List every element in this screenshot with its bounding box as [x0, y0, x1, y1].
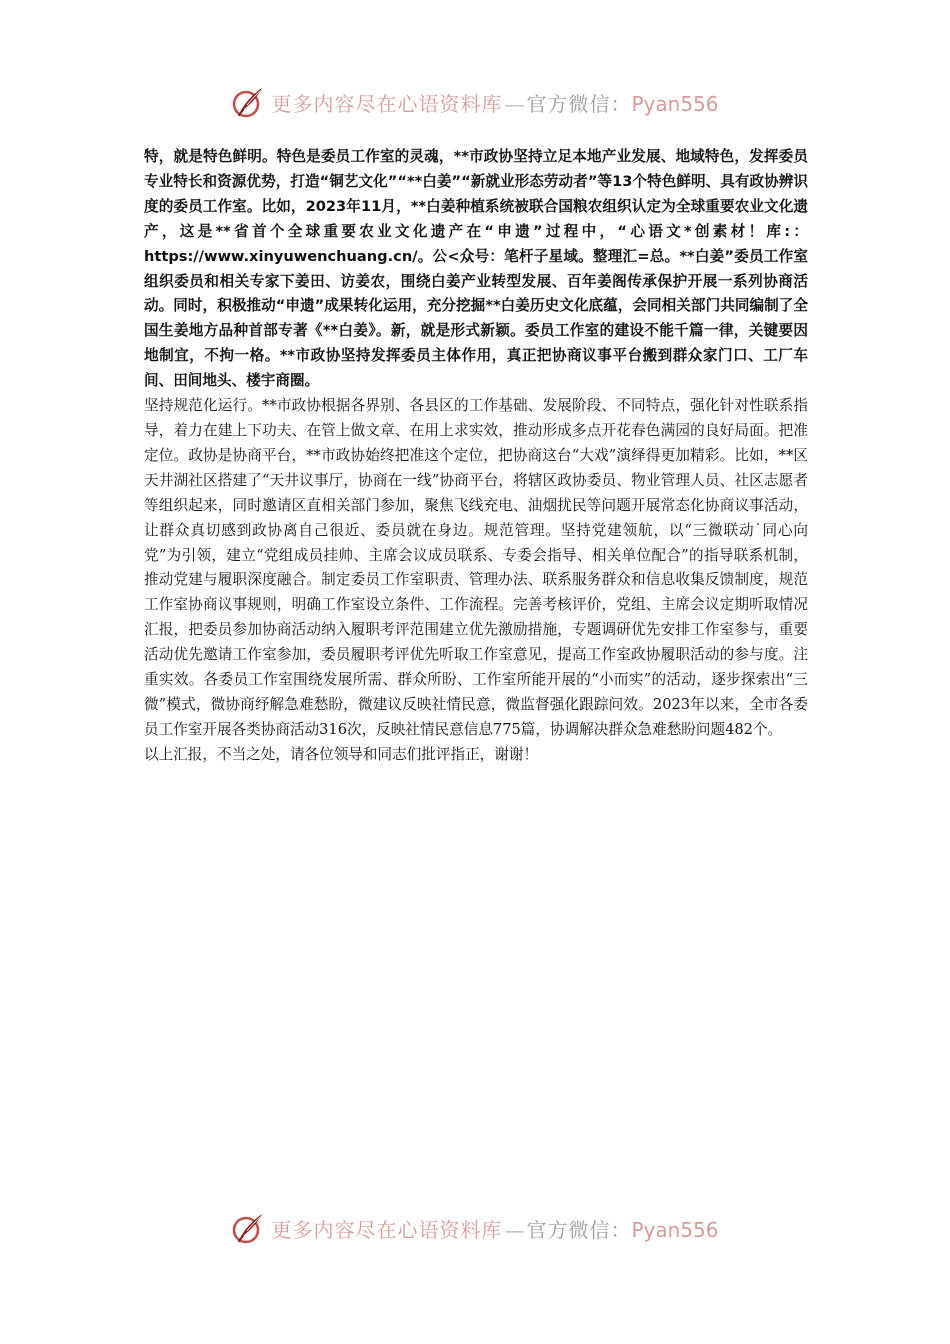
paragraph-feature-innovation: 特，就是特色鲜明。特色是委员工作室的灵魂，**市政协坚持立足本地产业发展、地域特色，发挥委员专业特长和资源优势，打造“铜艺文化”“**白姜”“新就业形态劳动者”等13个特色鲜明、具有政协辨识度的委员工作室。比如，2023年11月，**白姜种植系统被联合国粮农组织认定为全球重要农业文化遗产，这是**省首个全球重要农业文化遗产在“申遗”过程中，“心语文*创素材！库:：https://www.xinyuwenchuang.cn/。公<众号：笔杆子星域。整理汇=总。**白姜”委员工作室组织委员和相关专家下姜田、访姜农，围绕白姜产业转型发展、百年姜阁传承保护开展一系列协商活动。同时，积极推动“申遗”成果转化运用，充分挖掘**白姜历史文化底蕴，会同相关部门共同编制了全国生姜地方品种首部专著《**白姜》。新，就是形式新颖。委员工作室的建设不能千篇一律，关键要因地制宜，不拘一格。**市政协坚持发挥委员主体作用，真正把协商议事平台搬到群众家门口、工厂车间、田间地头、楼宇商圈。: [144, 148, 808, 390]
quill-pen-circle-icon: [231, 85, 265, 119]
header-watermark: [0, 82, 950, 122]
watermark-text: 更多内容尽在心语资料库 — 官方微信：Pyan556: [271, 91, 719, 116]
quill-pen-circle-icon: [231, 1211, 265, 1245]
watermark-text: 更多内容尽在心语资料库 — 官方微信：Pyan556: [271, 1217, 719, 1242]
paragraph-closing: 以上汇报，不当之处，请各位领导和同志们批评指正，谢谢！: [144, 745, 539, 763]
document-body: [144, 145, 808, 768]
paragraph-standardized-operation: 坚持规范化运行。**市政协根据各界别、各县区的工作基础、发展阶段、不同特点，强化针对性联系指导，着力在建上下功夫、在管上做文章、在用上求实效，推动形成多点开花春色满园的良好局面。把准定位。政协是协商平台，**市政协始终把准这个定位，把协商这台“大戏”演绎得更加精彩。比如，**区天井湖社区搭建了“天井议事厅，协商在一线”协商平台，将辖区政协委员、物业管理人员、社区志愿者等组织起来，同时邀请区直相关部门参加，聚焦飞线充电、油烟扰民等问题开展常态化协商议事活动，让群众真切感到政协离自己很近、委员就在身边。规范管理。坚持党建领航，以“三微联动˙同心向党”为引领，建立“党组成员挂帅、主席会议成员联系、专委会指导、相关单位配合”的指导联系机制，推动党建与履职深度融合。制定委员工作室职责、管理办法、联系服务群众和信息收集反馈制度，规范工作室协商议事规则，明确工作室设立条件、工作流程。完善考核评价，党组、主席会议定期听取情况汇报，把委员参加协商活动纳入履职考评范围建立优先激励措施，专题调研优先安排工作室参与，重要活动优先邀请工作室参加，委员履职考评优先听取工作室意见，提高工作室政协履职活动的参与度。注重实效。各委员工作室围绕发展所需、群众所盼、工作室所能开展的“小而实”的活动，逐步探索出“三微”模式，微协商纾解急难愁盼，微建议反映社情民意，微监督强化跟踪问效。2023年以来，全市各委员工作室开展各类协商活动316次，反映社情民意信息775篇，协调解决群众急难愁盼问题482个。: [144, 397, 808, 738]
footer-watermark: [0, 1208, 950, 1248]
